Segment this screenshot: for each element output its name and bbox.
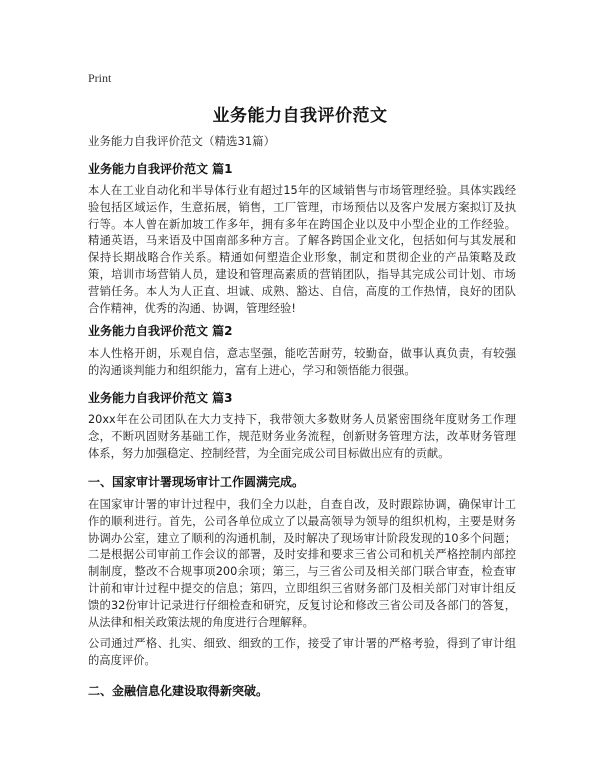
subsection-heading-1: 一、国家审计署现场审计工作圆满完成。 xyxy=(88,475,305,489)
section-heading-2: 业务能力自我评价范文 篇2 xyxy=(88,324,233,338)
print-label: Print xyxy=(88,71,112,85)
subsection-paragraph-2: 公司通过严格、扎实、细致、细致的工作，接受了审计署的严格考验，得到了审计组的高度评价。 xyxy=(88,637,516,667)
section-paragraph-2: 本人性格开朗，乐观自信，意志坚强，能吃苦耐劳，较勤奋，做事认真负责，有较强的沟通谈判能力和组织能力，富有上进心，学习和领悟能力很强。 xyxy=(88,347,516,377)
subsection-heading-2: 二、金融信息化建设取得新突破。 xyxy=(88,684,269,698)
document-subtitle: 业务能力自我评价范文（精选31篇） xyxy=(88,134,276,148)
subsection-paragraph-1: 在国家审计署的审计过程中，我们全力以赴，自查自改，及时跟踪协调，确保审计工作的顺利进行。首先，公司各单位成立了以最高领导为领导的组织机构，主要是财务协调办公室，建立了顺利的沟通机制，及时解决了现场审计阶段发现的10多个问题；二是根据公司审前工作会议的部署，及时安排和要求三省公司和机关严格控制内部控制制度，整改不合规事项200余项；第三，与三省公司及相关部门联合审查，检查审计前和审计过程中提交的信息；第四，立即组织三省财务部门及相关部门对审计组反馈的32份审计记录进行仔细检查和研究，反复讨论和修改三省公司及各部门的答复，从法律和相关政策法规的角度进行合理解释。 xyxy=(88,498,516,629)
section-heading-1: 业务能力自我评价范文 篇1 xyxy=(88,162,233,176)
section-paragraph-1: 本人在工业自动化和半导体行业有超过15年的区域销售与市场管理经验。具体实践经验包括区域运作，生意拓展，销售，工厂管理，市场预估以及客户发展方案拟订及执行等。本人曾在新加坡工作多年，拥有多年在跨国企业以及中小型企业的工作经验。精通英语，马来语及中国南部多种方言。了解各跨国企业文化，包括如何与其发展和保持长期战略合作关系。精通如何塑造企业形象，制定和贯彻企业的产品策略及政策，培训市场营销人员，建设和管理高素质的营销团队，指导其完成公司计划、市场营销任务。本人为人正直、坦诚、成熟、豁达、自信，高度的工作热情，良好的团队合作精神，优秀的沟通、协调，管理经验! xyxy=(88,184,516,315)
section-paragraph-3: 20xx年在公司团队在大力支持下，我带领大多数财务人员紧密围绕年度财务工作理念，不断巩固财务基础工作，规范财务业务流程，创新财务管理方法，改革财务管理体系，努力加强稳定、控制经营，为全面完成公司目标做出应有的贡献。 xyxy=(88,413,516,460)
section-heading-3: 业务能力自我评价范文 篇3 xyxy=(88,391,233,405)
page-title: 业务能力自我评价范文 xyxy=(212,106,388,126)
